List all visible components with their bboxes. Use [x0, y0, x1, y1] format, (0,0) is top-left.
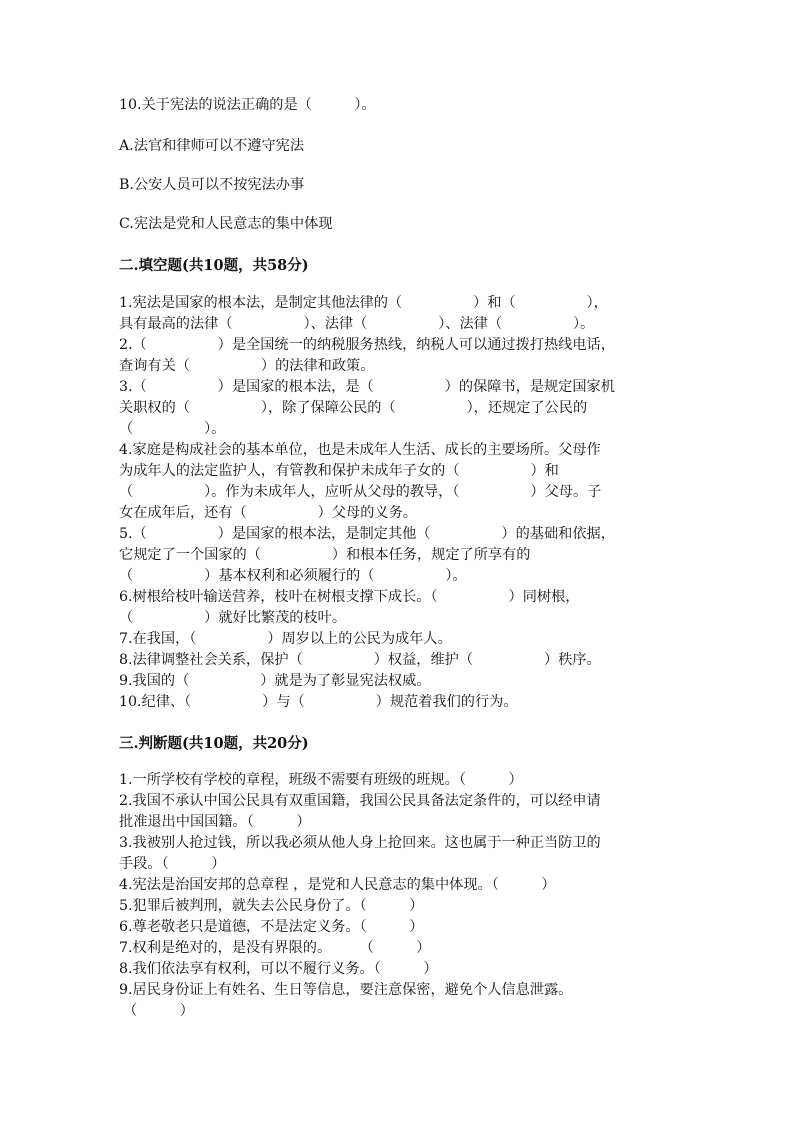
- tf-line: 5.犯罪后被判刑，就失去公民身份了。（ ）: [119, 898, 424, 914]
- fill-line: 10.纪律、（ ）与（ ）规范着我们的行为。: [119, 694, 518, 710]
- fill-line: 9.我国的（ ）就是为了彰显宪法权威。: [119, 673, 431, 689]
- fill-line: （ ）基本权利和必须履行的（ ）。: [119, 568, 467, 584]
- tf-line: 2.我国不承认中国公民具有双重国籍，我国公民具备法定条件的，可以经申请: [119, 793, 601, 809]
- fill-line: 为成年人的法定监护人，有管教和保护未成年子女的（ ）和: [119, 463, 559, 479]
- fill-line: 5.（ ）是国家的根本法，是制定其他（ ）的基础和依据，: [119, 526, 615, 542]
- tf-line: 4.宪法是治国安邦的总章程 ，是党和人民意志的集中体现。（ ）: [119, 877, 556, 893]
- section-heading-fill-blank: 二.填空题(共10题，共58分): [119, 257, 309, 274]
- fill-line: 7.在我国，（ ）周岁以上的公民为成年人。: [119, 631, 452, 647]
- fill-line: 具有最高的法律（ ）、法律（ ）、法律（ ）。: [119, 316, 595, 332]
- fill-line: 2.（ ）是全国统一的纳税服务热线，纳税人可以通过拨打热线电话，: [119, 337, 615, 353]
- tf-line: 3.我被别人抢过钱，所以我必须从他人身上抢回来。这也属于一种正当防卫的: [119, 835, 601, 851]
- fill-line: 8.法律调整社会关系，保护（ ）权益，维护（ ）秩序。: [119, 652, 601, 668]
- tf-line: 1.一所学校有学校的章程，班级不需要有班级的班规。（ ）: [119, 772, 523, 788]
- fill-line: （ ）。: [119, 421, 226, 437]
- tf-line: 8.我们依法享有权利，可以不履行义务。（ ）: [119, 961, 438, 977]
- tf-line: 批准退出中国国籍。（ ）: [119, 814, 311, 830]
- fill-line: 1.宪法是国家的根本法，是制定其他法律的（ ）和（ ），: [119, 295, 608, 311]
- option-a: A.法官和律师可以不遵守宪法: [119, 138, 305, 154]
- fill-line: 6.树根给枝叶输送营养，枝叶在树根支撑下成长。（ ）同树根，: [119, 589, 580, 605]
- fill-line: 3.（ ）是国家的根本法，是（ ）的保障书，是规定国家机: [119, 379, 615, 395]
- fill-line: 女在成年后，还有（ ）父母的义务。: [119, 505, 417, 521]
- fill-line: 关职权的（ ），除了保障公民的（ ），还规定了公民的: [119, 400, 588, 416]
- tf-line: 手段。（ ）: [119, 856, 226, 872]
- tf-line: （ ）: [123, 1003, 194, 1019]
- fill-line: 4.家庭是构成社会的基本单位，也是未成年人生活、成长的主要场所。父母作: [119, 442, 601, 458]
- fill-line: （ ）就好比繁茂的枝叶。: [119, 610, 347, 626]
- fill-line: （ ）。作为未成年人，应听从父母的教导，（ ）父母。子: [119, 484, 602, 500]
- fill-line: 它规定了一个国家的（ ）和根本任务，规定了所享有的: [119, 547, 531, 563]
- option-c: C.宪法是党和人民意志的集中体现: [119, 216, 333, 232]
- section-heading-true-false: 三.判断题(共10题，共20分): [119, 735, 309, 752]
- fill-line: 查询有关（ ）的法律和政策。: [119, 358, 375, 374]
- tf-line: 7.权利是绝对的，是没有界限的。 （ ）: [119, 940, 431, 956]
- option-b: B.公安人员可以不按宪法办事: [119, 177, 305, 193]
- tf-line: 9.居民身份证上有姓名、生日等信息，要注意保密，避免个人信息泄露。: [119, 982, 573, 998]
- tf-line: 6.尊老敬老只是道德，不是法定义务。（ ）: [119, 919, 424, 935]
- question-10: 10.关于宪法的说法正确的是（ ）。: [119, 97, 376, 113]
